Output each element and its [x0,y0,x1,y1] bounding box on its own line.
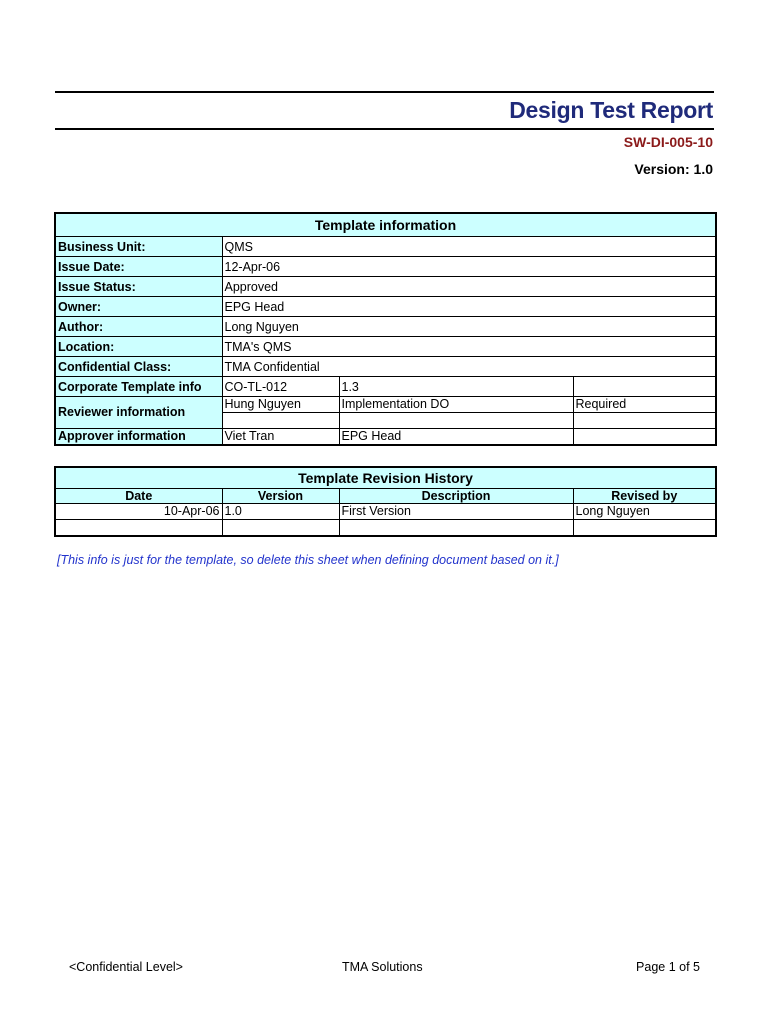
revision-history-heading: Template Revision History [55,467,716,489]
row-label: Issue Date: [55,257,222,277]
reviewer-row [55,397,716,413]
table-row [55,337,716,357]
template-information-table [54,212,717,446]
corporate-extra [573,377,716,397]
table-row [55,357,716,377]
column-headers [55,489,716,504]
revision-date: 10-Apr-06 [55,504,222,520]
row-value: TMA Confidential [222,357,716,377]
row-value: Long Nguyen [222,317,716,337]
empty-cell [222,520,339,537]
approver-extra [573,429,716,446]
approver-role: EPG Head [339,429,573,446]
document-title: Design Test Report [509,97,713,123]
row-value: 12-Apr-06 [222,257,716,277]
row-label: Corporate Template info [55,377,222,397]
table-row-empty [55,520,716,537]
corporate-code: CO-TL-012 [222,377,339,397]
row-label: Issue Status: [55,277,222,297]
table-row [55,277,716,297]
reviewer-name: Hung Nguyen [222,397,339,413]
revision-author: Long Nguyen [573,504,716,520]
header-top-rule [55,91,714,93]
empty-cell [573,413,716,429]
corporate-template-row [55,377,716,397]
row-value: EPG Head [222,297,716,317]
table-row [55,504,716,520]
table-row [55,297,716,317]
column-header-version: Version [222,489,339,504]
row-label: Business Unit: [55,237,222,257]
table-row [55,317,716,337]
row-value: TMA's QMS [222,337,716,357]
revision-version: 1.0 [222,504,339,520]
row-label: Reviewer information [55,397,222,429]
empty-cell [339,520,573,537]
document-code: SW-DI-005-10 [623,134,713,150]
table-row [55,237,716,257]
row-label: Confidential Class: [55,357,222,377]
column-header-date: Date [55,489,222,504]
revision-description: First Version [339,504,573,520]
table-row [55,257,716,277]
empty-cell [222,413,339,429]
empty-cell [339,413,573,429]
corporate-version: 1.3 [339,377,573,397]
reviewer-status: Required [573,397,716,413]
reviewer-role: Implementation DO [339,397,573,413]
header-bottom-rule [55,128,714,130]
column-header-description: Description [339,489,573,504]
row-label: Location: [55,337,222,357]
template-note: [This info is just for the template, so delete this sheet when defining document based on it.] [57,553,559,567]
footer-company: TMA Solutions [342,960,423,974]
row-label: Approver information [55,429,222,446]
empty-cell [55,520,222,537]
footer-confidential-level: <Confidential Level> [69,960,183,974]
row-value: Approved [222,277,716,297]
empty-cell [573,520,716,537]
approver-row [55,429,716,446]
document-version: Version: 1.0 [634,161,713,177]
footer-page-number: Page 1 of 5 [636,960,700,974]
approver-name: Viet Tran [222,429,339,446]
row-value: QMS [222,237,716,257]
template-information-heading: Template information [55,213,716,237]
revision-history-table [54,466,717,537]
row-label: Author: [55,317,222,337]
row-label: Owner: [55,297,222,317]
column-header-revised-by: Revised by [573,489,716,504]
